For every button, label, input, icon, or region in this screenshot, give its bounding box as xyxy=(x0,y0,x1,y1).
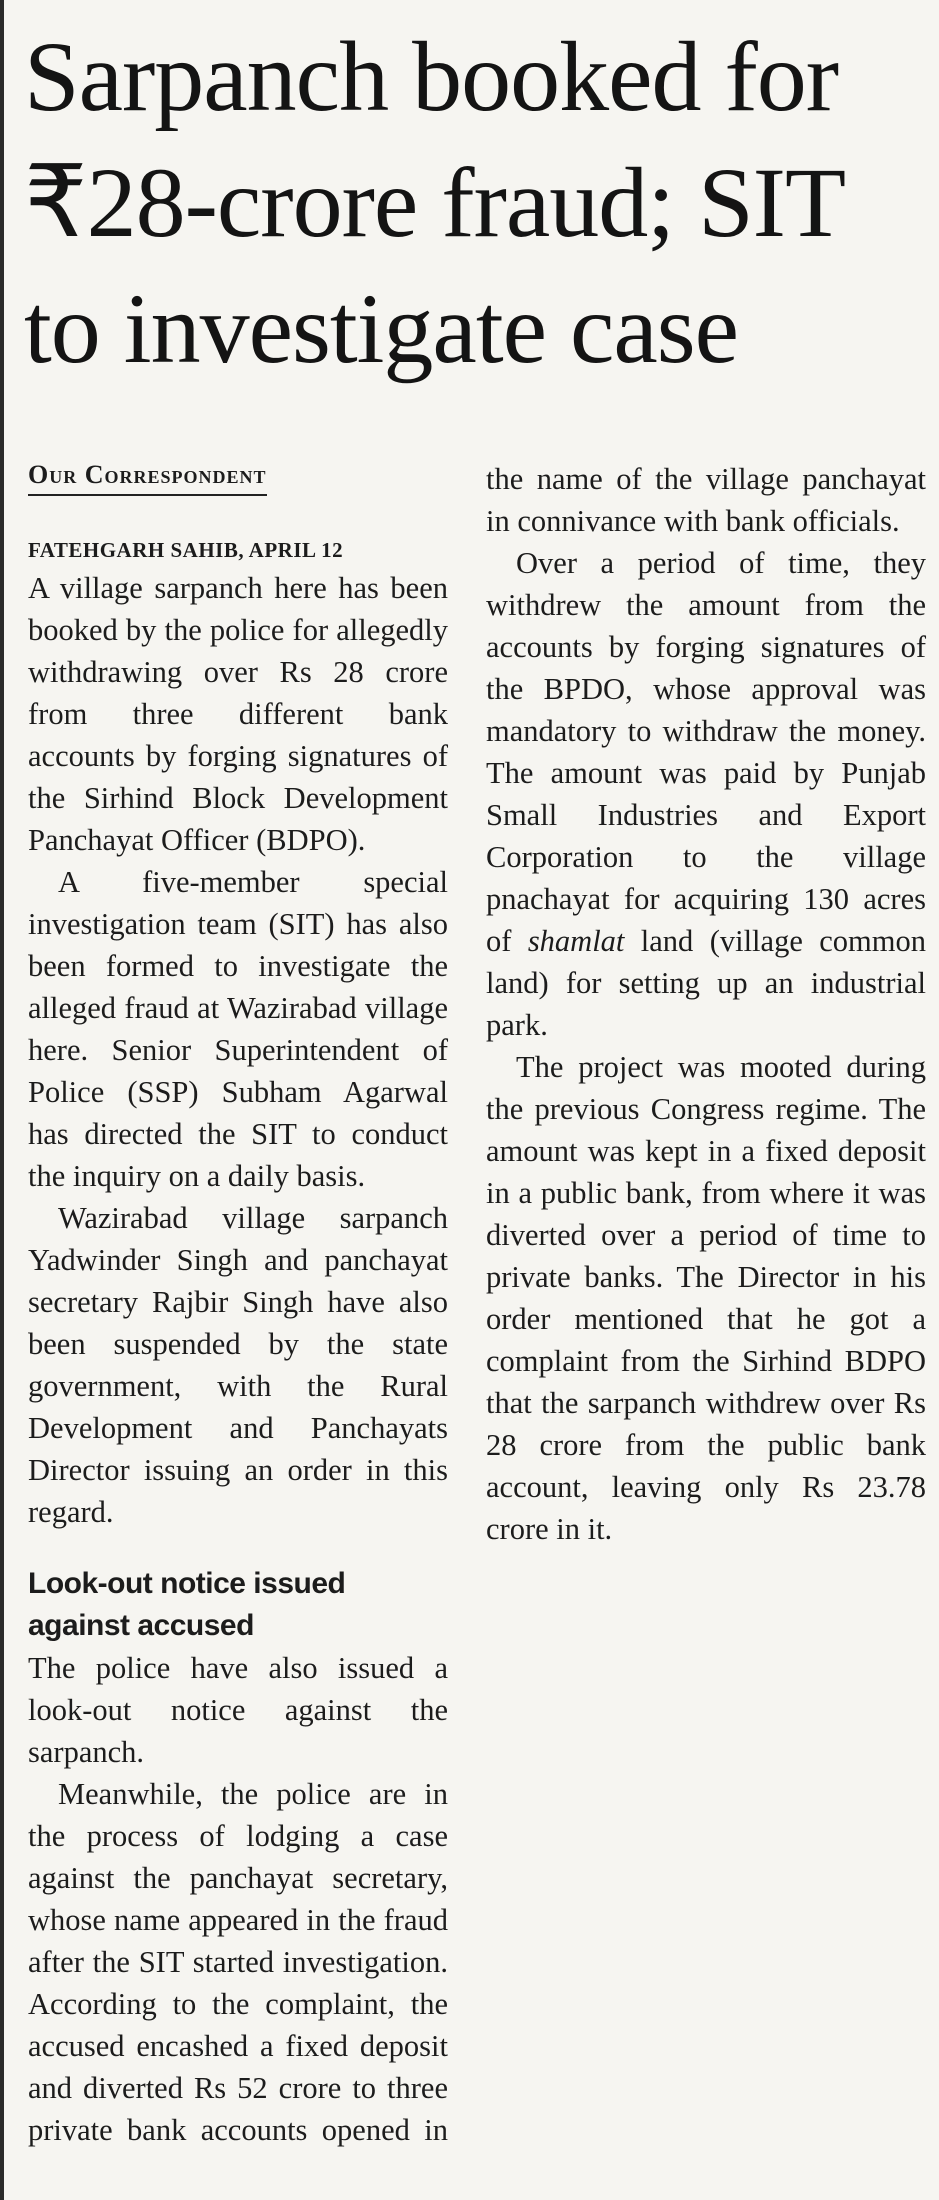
paragraph-4: The police have also issued a look-out notice against the sarpanch. xyxy=(28,1651,448,1769)
paragraph-6 xyxy=(486,542,926,1046)
headline xyxy=(24,14,924,392)
page-edge xyxy=(0,0,4,2200)
subheading: Look-out notice issued against accused xyxy=(28,1567,346,1642)
headline-line-3: to investigate case xyxy=(24,273,739,384)
headline-line-2: ₹28-crore fraud; SIT xyxy=(24,147,846,258)
paragraph-1: A village sarpanch here has been booked by the police for allegedly withdrawing over Rs 28 crore from three different bank accounts by forging signatures of the Sirhind Block Development Panchayat Officer (BDPO). xyxy=(28,571,448,857)
paragraph-2: A five-member special investigation team (SIT) has also been formed to investigate the alleged fraud at Wazirabad village here. Senior Superintendent of Police (SSP) Subham Agarwal has directed the SIT to conduct the inquiry on a daily basis. xyxy=(28,865,448,1193)
paragraph-5-continued: the name of the village panchayat in connivance with bank officials. xyxy=(486,462,926,538)
column-right xyxy=(486,458,926,1550)
headline-line-1: Sarpanch booked for xyxy=(24,21,839,132)
paragraph-5: Meanwhile, the police are in the process of lodging a case against the panchayat secretary, whose name appeared in the fraud after the SIT started investigation. According to the complaint, the accused encashed a fixed deposit and diverted Rs 52 crore to three private bank accounts opened in xyxy=(28,1777,448,2147)
dateline: FATEHGARH SAHIB, APRIL 12 xyxy=(28,538,344,562)
paragraph-7: The project was mooted during the previous Congress regime. The amount was kept in a fixed deposit in a public bank, from where it was diverted over a period of time to private banks. The Director in his order mentioned that he got a complaint from the Sirhind BDPO that the sarpanch withdrew over Rs 28 crore from the public bank account, leaving only Rs 23.78 crore in it. xyxy=(486,1050,926,1546)
byline: Our Correspondent xyxy=(28,460,267,496)
paragraph-6-text-end: land (village common land) for setting up an industrial park. xyxy=(486,924,926,1042)
paragraph-6-text: Over a period of time, they withdrew the amount from the accounts by forging signatures of the BPDO, whose approval was mandatory to withdraw the money. The amount was paid by Punjab Small Industries and Export Corporation to the village pnachayat for acquiring 130 acres of xyxy=(486,546,926,958)
paragraph-6-italic: shamlat xyxy=(527,924,625,958)
paragraph-3: Wazirabad village sarpanch Yadwinder Singh and panchayat secretary Rajbir Singh have also been suspended by the state government, with the Rural Development and Panchayats Director issuing an order in this regard. xyxy=(28,1201,448,1529)
column-left xyxy=(28,460,448,2151)
